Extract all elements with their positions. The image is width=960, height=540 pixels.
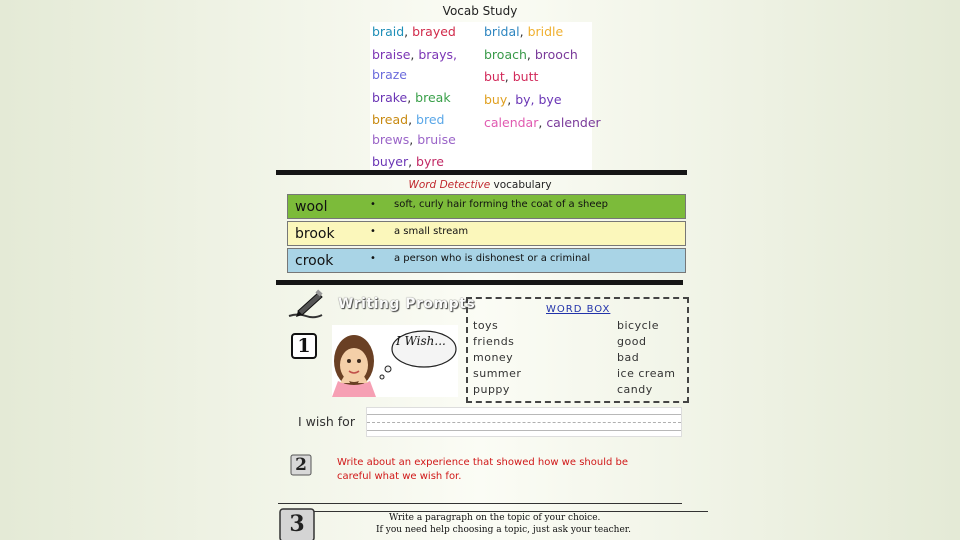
- vocab-pair: braid, brayed: [372, 24, 456, 39]
- vocab-pair: buy, by, bye: [484, 92, 562, 107]
- handwriting-answer-area[interactable]: [366, 407, 682, 437]
- vocab-definition: a small stream: [394, 226, 469, 237]
- page-title: Vocab Study: [442, 4, 518, 18]
- word-box-item: bad: [617, 351, 640, 364]
- word-box-item: puppy: [473, 383, 510, 396]
- divider: [314, 511, 708, 512]
- vocab-pair: braise, brays,: [372, 47, 457, 62]
- divider: [276, 170, 687, 175]
- word-box-left-column: [473, 318, 521, 398]
- word-detective-heading: Word Detective vocabulary: [408, 179, 552, 191]
- word-box-item: ice cream: [617, 367, 676, 380]
- word-box-item: candy: [617, 383, 653, 396]
- pencil-writing-icon: [286, 289, 332, 321]
- vocab-pair: bread, bred: [372, 112, 445, 127]
- vocab-row-crook: [287, 248, 686, 273]
- writing-prompts-title: Writing Prompts: [338, 296, 476, 312]
- vocab-definition: a person who is dishonest or a criminal: [394, 253, 591, 264]
- word-box-item: money: [473, 351, 514, 364]
- divider: [276, 280, 683, 285]
- bullet: •: [370, 253, 376, 264]
- vocab-pair: bridal, bridle: [484, 24, 564, 39]
- vocab-word-list: [370, 22, 601, 170]
- vocab-pair: brake, break: [372, 90, 451, 105]
- vocab-row-wool: [287, 194, 686, 219]
- prompt-2-text: Write about an experience that showed how we should be careful what we wish for.: [337, 457, 629, 482]
- thought-bubble-text: I Wish...: [396, 334, 446, 348]
- word-box-item: summer: [473, 367, 522, 380]
- vocab-pair: buyer, byre: [372, 154, 444, 169]
- bullet: •: [370, 226, 376, 237]
- vocab-pair: calendar, calender: [484, 115, 601, 130]
- word-box-heading: WORD BOX: [546, 304, 611, 315]
- divider: [278, 503, 682, 504]
- girl-wishing-image: [332, 325, 458, 397]
- vocab-pair: braze: [372, 67, 407, 82]
- vocab-pair: but, butt: [484, 69, 539, 84]
- prompt-number-1: 1: [297, 335, 311, 357]
- word-box-item: good: [617, 335, 647, 348]
- vocab-word: brook: [295, 226, 335, 242]
- prompt-3-help-text: If you need help choosing a topic, just ask your teacher.: [376, 525, 631, 535]
- bullet: •: [370, 199, 376, 210]
- i-wish-for-label: I wish for: [298, 414, 355, 429]
- vocab-word: wool: [295, 199, 328, 215]
- word-box-item: bicycle: [617, 319, 659, 332]
- prompt-number-2: 2: [295, 455, 307, 475]
- word-box-item: toys: [473, 319, 499, 332]
- prompt-3-text: Write a paragraph on the topic of your choice.: [389, 513, 601, 523]
- vocab-definition: soft, curly hair forming the coat of a sheep: [394, 199, 609, 210]
- vocab-pair: broach, brooch: [484, 47, 578, 62]
- prompt-number-3: 3: [289, 511, 305, 537]
- vocab-word: crook: [295, 253, 334, 269]
- word-box-right-column: [617, 318, 675, 398]
- word-box-item: friends: [473, 335, 515, 348]
- vocab-row-brook: [287, 221, 686, 246]
- vocab-pair: brews, bruise: [372, 132, 456, 147]
